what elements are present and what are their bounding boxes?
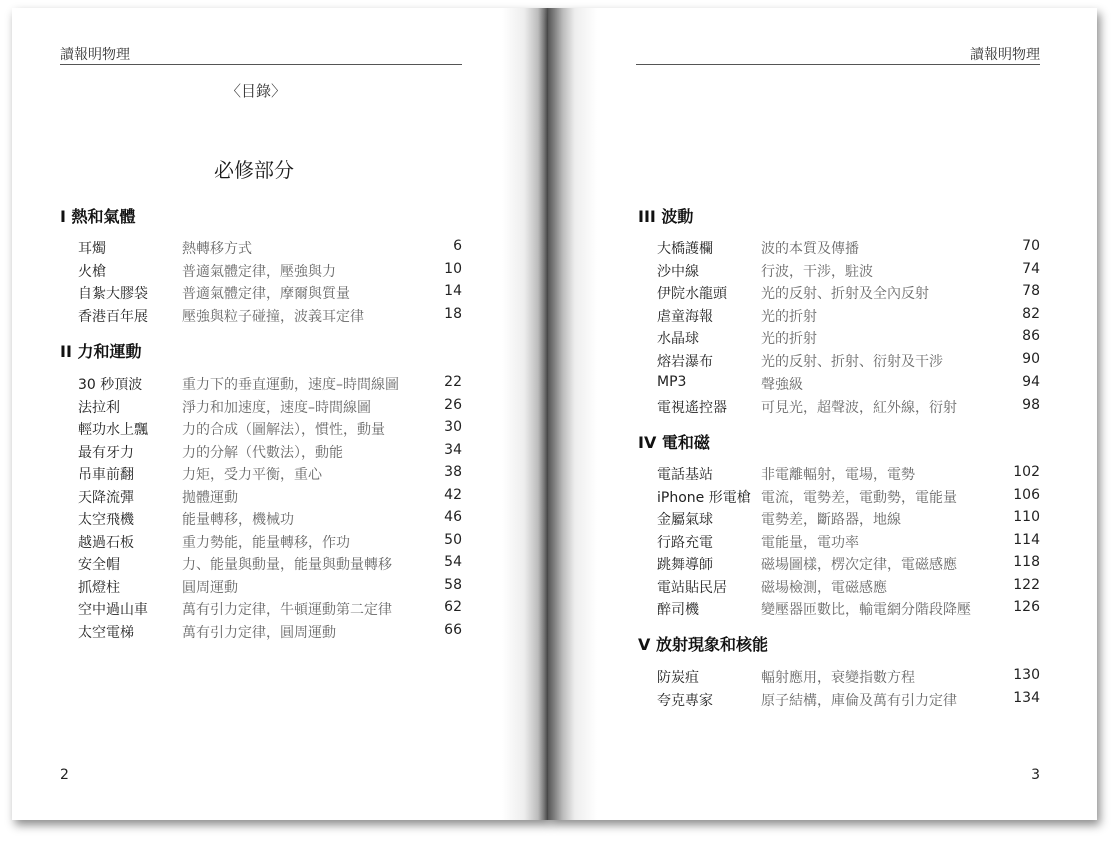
entry-page-number: 38 <box>444 464 462 480</box>
toc-label: 〈目錄〉 <box>226 82 287 100</box>
entry-page-number: 102 <box>1013 464 1040 480</box>
entry-topic: 光的反射、折射及全內反射 <box>761 286 929 302</box>
entry-title: 電站貼民居 <box>657 580 727 596</box>
toc-entry[interactable] <box>78 442 462 464</box>
toc-entry[interactable] <box>657 306 1040 328</box>
entry-page-number: 90 <box>1022 351 1040 367</box>
part-title: 必修部分 <box>214 158 294 182</box>
entry-title: 抓燈柱 <box>78 580 120 596</box>
entry-title: iPhone 形電槍 <box>657 490 751 506</box>
entry-title: 安全帽 <box>78 557 120 573</box>
entry-page-number: 54 <box>444 554 462 570</box>
entry-topic: 力、能量與動量，能量與動量轉移 <box>182 557 392 573</box>
entry-title: 電話基站 <box>657 467 713 483</box>
entry-title: 熔岩瀑布 <box>657 354 713 370</box>
section-heading: I 熱和氣體 <box>60 207 136 226</box>
header-rule <box>60 64 462 65</box>
entry-title: 水晶球 <box>657 331 699 347</box>
toc-entry[interactable] <box>657 667 1040 689</box>
right-page <box>548 8 1097 820</box>
section-heading: III 波動 <box>638 207 694 226</box>
entry-topic: 普適氣體定律，摩爾與質量 <box>182 286 350 302</box>
entry-page-number: 34 <box>444 442 462 458</box>
entry-title: 沙中線 <box>657 264 699 280</box>
section-heading: V 放射現象和核能 <box>638 635 768 654</box>
entry-page-number: 10 <box>444 261 462 277</box>
entry-page-number: 42 <box>444 487 462 503</box>
entry-topic: 電勢差，斷路器，地線 <box>761 512 901 528</box>
entry-title: 越過石板 <box>78 535 134 551</box>
entry-title: 火槍 <box>78 264 106 280</box>
entry-title: 太空飛機 <box>78 512 134 528</box>
toc-entry[interactable] <box>78 599 462 621</box>
header-rule <box>636 64 1040 65</box>
entry-page-number: 18 <box>444 306 462 322</box>
entry-title: 香港百年展 <box>78 309 148 325</box>
section-heading: IV 電和磁 <box>638 433 710 452</box>
entry-page-number: 126 <box>1013 599 1040 615</box>
entry-topic: 可見光，超聲波，紅外線，衍射 <box>761 400 957 416</box>
entry-title: 虐童海報 <box>657 309 713 325</box>
entry-topic: 電能量，電功率 <box>761 535 859 551</box>
page-number: 3 <box>1031 767 1040 783</box>
toc-entry[interactable] <box>78 509 462 531</box>
entry-topic: 力矩，受力平衡，重心 <box>182 467 322 483</box>
toc-entry[interactable] <box>657 599 1040 621</box>
toc-entry[interactable] <box>78 238 462 260</box>
toc-entry[interactable] <box>78 532 462 554</box>
entry-topic: 淨力和加速度，速度–時間線圖 <box>182 400 371 416</box>
toc-entry[interactable] <box>78 261 462 283</box>
entry-topic: 光的折射 <box>761 309 817 325</box>
toc-entry[interactable] <box>657 532 1040 554</box>
entry-title: 最有牙力 <box>78 445 134 461</box>
entry-title: 吊車前翻 <box>78 467 134 483</box>
entry-topic: 萬有引力定律，牛頓運動第二定律 <box>182 602 392 618</box>
toc-entry[interactable] <box>78 397 462 419</box>
entry-page-number: 106 <box>1013 487 1040 503</box>
entry-topic: 圓周運動 <box>182 580 238 596</box>
entry-topic: 力的合成（圖解法），慣性，動量 <box>182 422 385 438</box>
entry-topic: 重力下的垂直運動，速度–時間線圖 <box>182 377 399 393</box>
entry-title: 輕功水上飄 <box>78 422 148 438</box>
toc-entry[interactable] <box>78 577 462 599</box>
entry-topic: 拋體運動 <box>182 490 238 506</box>
entry-page-number: 22 <box>444 374 462 390</box>
toc-entry[interactable] <box>657 397 1040 419</box>
entry-title: 醉司機 <box>657 602 699 618</box>
entry-topic: 萬有引力定律，圓周運動 <box>182 625 336 641</box>
entry-title: 金屬氣球 <box>657 512 713 528</box>
toc-entry[interactable] <box>657 351 1040 373</box>
running-head: 讀報明物理 <box>60 47 130 63</box>
entry-topic: 光的反射、折射、衍射及干涉 <box>761 354 943 370</box>
entry-title: 夸克專家 <box>657 693 713 709</box>
entry-page-number: 62 <box>444 599 462 615</box>
toc-entry[interactable] <box>657 261 1040 283</box>
book-spread <box>12 8 1097 823</box>
entry-topic: 磁場圖樣，楞次定律，電磁感應 <box>761 557 957 573</box>
entry-title: 天降流彈 <box>78 490 134 506</box>
entry-page-number: 46 <box>444 509 462 525</box>
entry-topic: 電流，電勢差，電動勢，電能量 <box>761 490 957 506</box>
entry-page-number: 66 <box>444 622 462 638</box>
toc-entry[interactable] <box>657 487 1040 509</box>
toc-entry[interactable] <box>657 577 1040 599</box>
entry-topic: 輻射應用，衰變指數方程 <box>761 670 915 686</box>
toc-entry[interactable] <box>657 238 1040 260</box>
toc-entry[interactable] <box>78 487 462 509</box>
entry-topic: 波的本質及傳播 <box>761 241 859 257</box>
running-head: 讀報明物理 <box>970 47 1040 63</box>
entry-title: MP3 <box>657 374 687 390</box>
entry-topic: 壓強與粒子碰撞，波義耳定律 <box>182 309 364 325</box>
entry-page-number: 26 <box>444 397 462 413</box>
left-page <box>12 8 548 820</box>
entry-page-number: 94 <box>1022 374 1040 390</box>
entry-title: 空中過山車 <box>78 602 148 618</box>
entry-topic: 能量轉移，機械功 <box>182 512 294 528</box>
entry-title: 大橋護欄 <box>657 241 713 257</box>
toc-entry[interactable] <box>78 622 462 644</box>
section-heading: II 力和運動 <box>60 342 142 361</box>
entry-title: 防炭疽 <box>657 670 699 686</box>
entry-title: 伊院水龍頭 <box>657 286 727 302</box>
entry-page-number: 14 <box>444 283 462 299</box>
entry-title: 法拉利 <box>78 400 120 416</box>
toc-entry[interactable] <box>78 306 462 328</box>
toc-entry[interactable] <box>78 464 462 486</box>
entry-title: 行路充電 <box>657 535 713 551</box>
entry-page-number: 82 <box>1022 306 1040 322</box>
entry-page-number: 118 <box>1013 554 1040 570</box>
entry-page-number: 110 <box>1013 509 1040 525</box>
toc-entry[interactable] <box>657 509 1040 531</box>
toc-entry[interactable] <box>78 554 462 576</box>
entry-page-number: 58 <box>444 577 462 593</box>
entry-topic: 變壓器匝數比，輸電網分階段降壓 <box>761 602 971 618</box>
toc-entry[interactable] <box>657 283 1040 305</box>
entry-title: 跳舞導師 <box>657 557 713 573</box>
entry-topic: 重力勢能，能量轉移，作功 <box>182 535 350 551</box>
entry-page-number: 122 <box>1013 577 1040 593</box>
entry-page-number: 6 <box>453 238 462 254</box>
entry-topic: 熱轉移方式 <box>182 241 252 257</box>
entry-topic: 原子結構，庫倫及萬有引力定律 <box>761 693 957 709</box>
toc-entry[interactable] <box>657 328 1040 350</box>
entry-page-number: 74 <box>1022 261 1040 277</box>
entry-page-number: 98 <box>1022 397 1040 413</box>
entry-topic: 行波，干涉，駐波 <box>761 264 873 280</box>
entry-topic: 普適氣體定律，壓強與力 <box>182 264 336 280</box>
entry-title: 30 秒頂波 <box>78 377 143 393</box>
toc-entry[interactable] <box>657 554 1040 576</box>
toc-entry[interactable] <box>657 690 1040 712</box>
toc-entry[interactable] <box>78 374 462 396</box>
toc-entry[interactable] <box>78 283 462 305</box>
entry-page-number: 30 <box>444 419 462 435</box>
entry-page-number: 86 <box>1022 328 1040 344</box>
entry-title: 電視遙控器 <box>657 400 727 416</box>
entry-topic: 磁場檢測，電磁感應 <box>761 580 887 596</box>
entry-topic: 力的分解（代數法），動能 <box>182 445 343 461</box>
entry-page-number: 114 <box>1013 532 1040 548</box>
toc-entry[interactable] <box>78 419 462 441</box>
toc-entry[interactable] <box>657 374 1040 396</box>
entry-topic: 聲強級 <box>761 377 803 393</box>
entry-page-number: 70 <box>1022 238 1040 254</box>
entry-topic: 非電離輻射，電場，電勢 <box>761 467 915 483</box>
toc-entry[interactable] <box>657 464 1040 486</box>
entry-title: 耳燭 <box>78 241 106 257</box>
entry-title: 自紮大膠袋 <box>78 286 148 302</box>
page-number: 2 <box>60 767 69 783</box>
entry-page-number: 130 <box>1013 667 1040 683</box>
entry-page-number: 78 <box>1022 283 1040 299</box>
entry-topic: 光的折射 <box>761 331 817 347</box>
entry-page-number: 134 <box>1013 690 1040 706</box>
entry-title: 太空電梯 <box>78 625 134 641</box>
entry-page-number: 50 <box>444 532 462 548</box>
